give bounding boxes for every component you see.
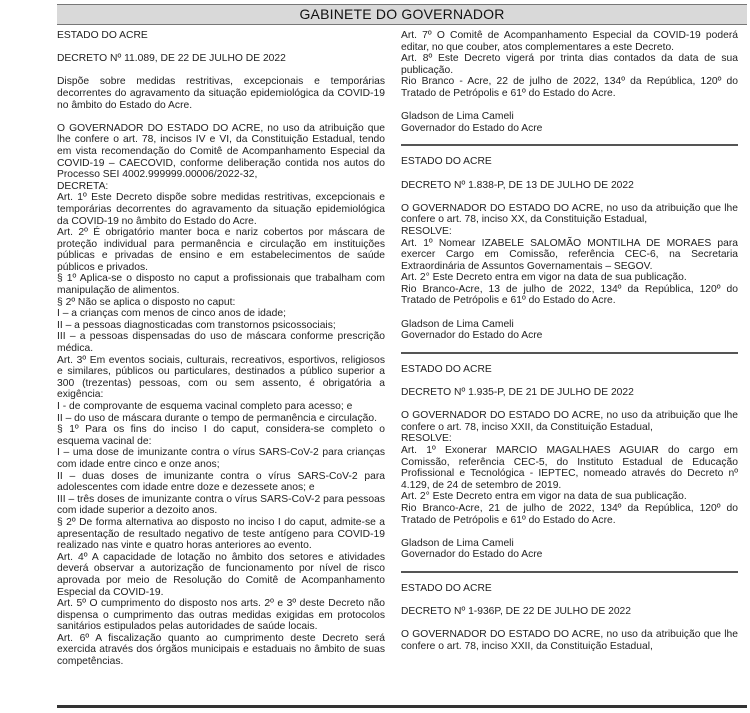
article-3-paragraph-1-item-1: I – uma dose de imunizante contra o vírus SARS-CoV-2 para crianças com idade entre cinco e onze anos; xyxy=(57,447,385,470)
decree-title-4: DECRETO Nº 1-936P, DE 22 DE JULHO DE 2022 xyxy=(401,606,632,618)
state-heading-2: ESTADO DO ACRE xyxy=(401,156,492,168)
decree-2-article-1: Art. 1º Nomear IZABELE SALOMÃO MONTILHA DE MORAES para exercer Cargo em Comissão, referência CEC-6, na Secretaria Extraordinária de Assuntos Governamentais – SEGOV. xyxy=(401,237,738,272)
section-header xyxy=(57,4,747,25)
article-1: Art. 1º Este Decreto dispõe sobre medidas restritivas, excepcionais e temporárias decorrentes do agravamento da situação epidemiológica da COVID-19 no âmbito do Estado do Acre. xyxy=(57,192,385,227)
left-column xyxy=(57,30,385,668)
section-divider xyxy=(401,144,738,146)
decree-preamble: O GOVERNADOR DO ESTADO DO ACRE, no uso da atribuição que lhe confere o art. 78, incisos IV e VI, da Constituição Estadual, tendo em vista recomendação do Comitê de Acompanhamento Especial da COVID-19 – CAECOVID, conforme deliberação contida nos autos do Processo SEI 4002.999999.00006/2022-32, xyxy=(57,122,385,181)
place-date-3: Rio Branco-Acre, 21 de julho de 2022, 134º da República, 120º do Tratado de Petrópolis e 61º do Estado do Acre. xyxy=(401,502,738,526)
decree-title-2: DECRETO Nº 1.838-P, DE 13 DE JULHO DE 2022 xyxy=(401,179,634,191)
article-3-paragraph-1-item-2: II – duas doses de imunizante contra o vírus SARS-CoV-2 para adolescentes com idade entre doze e dezessete anos; e xyxy=(57,470,385,494)
signature-name-2: Gladson de Lima Cameli xyxy=(401,318,514,330)
article-3-item-1: I - de comprovante de esquema vacinal completo para acesso; e xyxy=(57,401,353,412)
article-2-item-1: I – a crianças com menos de cinco anos de idade; xyxy=(57,308,286,320)
signature-role-3: Governador do Estado do Acre xyxy=(401,549,543,561)
place-date-2: Rio Branco-Acre, 13 de julho de 2022, 134º da República, 120º do Tratado de Petrópolis e 61º do Estado do Acre. xyxy=(401,283,738,307)
state-heading: ESTADO DO ACRE xyxy=(57,30,148,41)
signature-role-1: Governador do Estado do Acre xyxy=(401,122,543,134)
place-date-1: Rio Branco - Acre, 22 de julho de 2022, 134º da República, 120º do Tratado de Petrópolis e 61º do Estado do Acre. xyxy=(401,76,738,99)
decree-summary: Dispõe sobre medidas restritivas, excepcionais e temporárias decorrentes do agravamento da situação epidemiológica da COVID-19 no âmbito do Estado do Acre. xyxy=(57,76,385,111)
article-7: Art. 7º O Comitê de Acompanhamento Especial da COVID-19 poderá editar, no que couber, atos complementares a este Decreto. xyxy=(401,30,738,53)
decree-preamble-4: O GOVERNADOR DO ESTADO DO ACRE, no uso da atribuição que lhe confere o art. 78, inciso XXII, da Constituição Estadual, xyxy=(401,629,738,652)
article-5: Art. 5º O cumprimento do disposto nos arts. 2º e 3º deste Decreto não dispensa o cumprimento das outras medidas exigidas em protocolos sanitários estipulados pelas autoridades de saúde locais. xyxy=(57,598,385,633)
signature-role-2: Governador do Estado do Acre xyxy=(401,330,543,342)
article-2: Art. 2º É obrigatório manter boca e nariz cobertos por máscara de proteção individual para permanência e circulação em instituições públicas e privadas de ensino e em estabelecimentos de saúde públicos e privados. xyxy=(57,227,385,273)
article-3-paragraph-1: § 1º Para os fins do inciso I do caput, considera-se completo o esquema vacinal de: xyxy=(57,424,385,447)
article-4: Art. 4º A capacidade de lotação no âmbito dos setores e atividades deverá observar a autorização de funcionamento por nível de risco aprovada por meio de Resolução do Comitê de Acompanhamento Especial da COVID-19. xyxy=(57,551,385,598)
section-divider xyxy=(401,571,738,573)
signature-name-1: Gladson de Lima Cameli xyxy=(401,111,514,123)
decree-resolve-3: RESOLVE: xyxy=(401,433,452,445)
article-2-paragraph-1: § 1º Aplica-se o disposto no caput a profissionais que trabalham com manipulação de alimentos. xyxy=(57,273,385,297)
decree-3-article-1: Art. 1º Exonerar MARCIO MAGALHAES AGUIAR do cargo em Comissão, referência CEC-5, do Instituto Estadual de Educação Profissional e Tecnológica - IEPTEC, nomeado através do Decreto nº 4.129, de 24 de setembro de 2019. xyxy=(401,445,738,491)
article-2-paragraph-2: § 2º Não se aplica o disposto no caput: xyxy=(57,296,236,308)
decree-decreta: DECRETA: xyxy=(57,180,109,192)
article-3-paragraph-2: § 2º De forma alternativa ao disposto no inciso I do caput, admite-se a apresentação de resultado negativo de teste antígeno para COVID-19 realizado nas vinte e quatro horas anteriores ao evento. xyxy=(57,516,385,552)
article-3: Art. 3º Em eventos sociais, culturais, recreativos, esportivos, religiosos e similares, públicos ou particulares, destinados a público superior a 300 (trezentas) pessoas, com ou sem assento, é obrigatória a exigência: xyxy=(57,354,385,401)
article-3-paragraph-1-item-3: III – três doses de imunizante contra o vírus SARS-CoV-2 para pessoas com idade superior a dezoito anos. xyxy=(57,493,385,517)
signature-name-3: Gladson de Lima Cameli xyxy=(401,537,514,549)
page-bottom-rule xyxy=(57,705,747,708)
decree-preamble-3: O GOVERNADOR DO ESTADO DO ACRE, no uso da atribuição que lhe confere o art. 78, inciso XXII, da Constituição Estadual, xyxy=(401,410,738,433)
state-heading-3: ESTADO DO ACRE xyxy=(401,363,492,375)
decree-preamble-2: O GOVERNADOR DO ESTADO DO ACRE, no uso da atribuição que lhe confere o art. 78, inciso XX, da Constituição Estadual, xyxy=(401,202,738,226)
section-divider xyxy=(401,352,738,354)
decree-title-3: DECRETO Nº 1.935-P, DE 21 DE JULHO DE 2022 xyxy=(401,387,634,399)
article-2-item-3: III – a pessoas dispensadas do uso de máscara conforme prescrição médica. xyxy=(57,331,385,355)
article-2-item-2: II – a pessoas diagnosticadas com transtornos psicossociais; xyxy=(57,319,336,331)
state-heading-4: ESTADO DO ACRE xyxy=(401,582,492,594)
right-column xyxy=(401,30,738,653)
article-3-item-2: II – do uso de máscara durante o tempo de permanência e circulação. xyxy=(57,412,377,424)
article-8: Art. 8º Este Decreto vigerá por trinta dias contados da data de sua publicação. xyxy=(401,53,738,76)
decree-title: DECRETO Nº 11.089, DE 22 DE JULHO DE 2022 xyxy=(57,53,286,65)
decree-resolve-2: RESOLVE: xyxy=(401,225,452,237)
article-6: Art. 6º A fiscalização quanto ao cumprimento deste Decreto será exercida através dos órgãos municipais e estaduais no âmbito de suas competências. xyxy=(57,632,385,668)
decree-2-article-2: Art. 2° Este Decreto entra em vigor na data de sua publicação. xyxy=(401,272,687,284)
section-title: GABINETE DO GOVERNADOR xyxy=(299,6,505,22)
decree-3-article-2: Art. 2° Este Decreto entra em vigor na data de sua publicação. xyxy=(401,491,687,503)
